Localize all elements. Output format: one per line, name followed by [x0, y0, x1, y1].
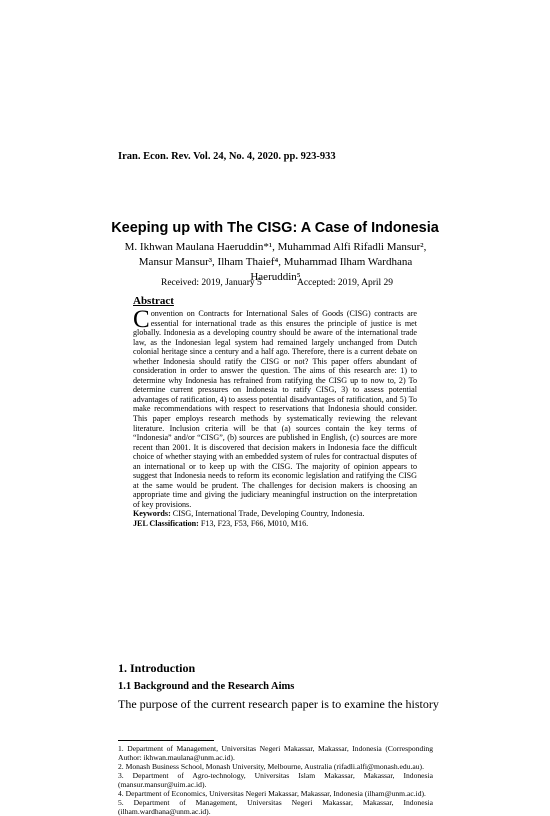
abstract-heading: Abstract: [133, 295, 174, 307]
journal-reference: Iran. Econ. Rev. Vol. 24, No. 4, 2020. pp. 923-933: [118, 151, 336, 162]
footnote-1: 1. Department of Management, Universitas Negeri Makassar, Makassar, Indonesia (Corresponding Author: ikhwan.maulana@unm.ac.id).: [118, 744, 433, 762]
authors-line-2: Mansur Mansur³, Ilham Thaief⁴, Muhammad Ilham Wardhana Haeruddin⁵: [138, 256, 413, 283]
keywords-value: CISG, International Trade, Developing Country, Indonesia.: [172, 509, 365, 519]
footnote-2: 2. Monash Business School, Monash University, Melbourne, Australia (rifadli.alfi@monash.edu.au).: [118, 762, 424, 771]
abstract-dropcap: C: [133, 306, 150, 333]
footnote-5: 5. Department of Management, Universitas Negeri Makassar, Makassar, Indonesia (ilham.wardhana@unm.ac.id).: [118, 798, 433, 816]
jel-line: [133, 519, 417, 529]
jel-value: F13, F23, F53, F66, M010, M16.: [200, 519, 309, 529]
introduction-text: The purpose of the current research paper is to examine the history: [118, 697, 439, 711]
jel-label: JEL Classification:: [133, 519, 199, 529]
keywords-label: Keywords:: [133, 509, 171, 519]
footnote-divider: [118, 740, 214, 741]
abstract-text: onvention on Contracts for International Sales of Goods (CISG) contracts are essential for international trade as this ensures the principle of justice is met globally. Indonesia as a developing country should be aware of the international trade law, as the Indonesian legal system had remained largely unchanged from Dutch colonial heritage since a century and a half ago. Therefore, there is a current debate on whether Indonesia should ratify the CISG or not? This paper offers abundant of consideration in order to answer the question. The aims of this research are: 1) to determine why Indonesia has refrained from ratifying the CISG up to now to, 2) To determine current pressures on Indonesia to ratify CISG, 3) to assess potential advantages of ratification, 4) to assess potential disadvantages of ratification, and 5) To make recommendations with respect to reservations that Indonesia should consider. This paper employs research methods by systematically reviewing the relevant literature. Inclusion criteria will be that (a) sources contain the key terms of “Indonesia” and/or “CISG”, (b) sources are published in English, (c) sources are more recent than 2001. It is discovered that decision makers in Indonesia face the difficult choice of whether staying with an embedded system of rules for contractual disputes of an international or to keep up with the CISG. The majority of opinion appears to suggest that Indonesia needs to reform its economic legislation and ratifying the CISG at the same would be prudent. The challenges for decision makers is choosing an appropriate time and giving the judiciary meaningful instruction on the interpretation of key provisions.: [133, 309, 417, 509]
accepted-date: Accepted: 2019, April 29: [297, 278, 394, 288]
received-date: Received: 2019, January 5: [161, 278, 262, 288]
paper-title: Keeping up with The CISG: A Case of Indonesia: [111, 220, 439, 236]
footnote-4: 4. Department of Economics, Universitas Negeri Makassar, Makassar, Indonesia (ilham@unm.ac.id).: [118, 789, 426, 798]
section-heading-introduction: 1. Introduction: [118, 661, 196, 675]
authors-line-1: M. Ikhwan Maulana Haeruddin*¹, Muhammad Alfi Rifadli Mansur²,: [124, 241, 427, 253]
footnotes: [118, 744, 433, 816]
abstract-section: [133, 294, 417, 529]
footnote-3: 3. Department of Agro-technology, Universitas Islam Makassar, Makassar, Indonesia (mansur.mansur@uim.ac.id).: [118, 771, 433, 789]
keywords-line: [133, 509, 417, 519]
subsection-heading-background: 1.1 Background and the Research Aims: [118, 681, 295, 692]
